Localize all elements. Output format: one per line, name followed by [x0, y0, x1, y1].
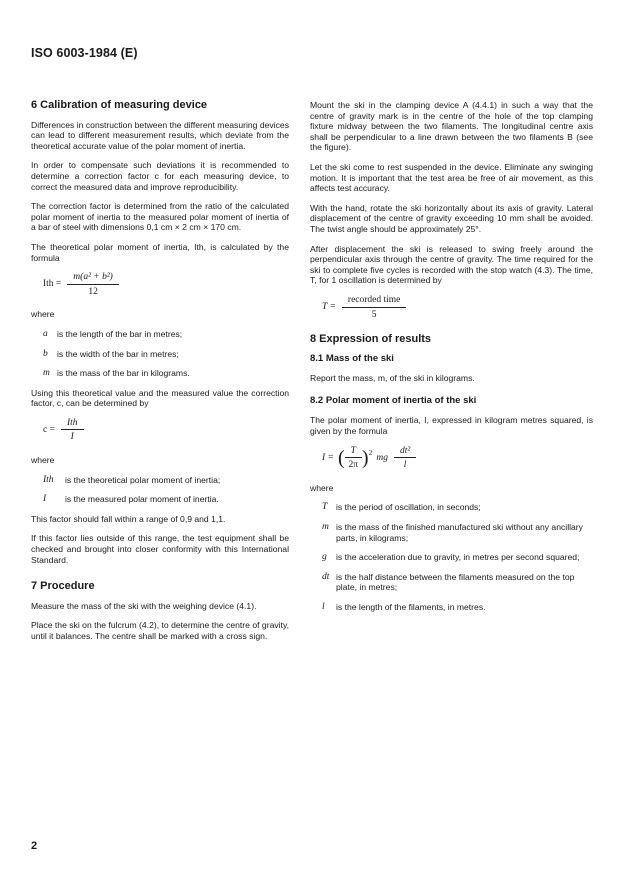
formula-fraction	[61, 418, 84, 443]
definition-text: is the mass of the bar in kilograms.	[57, 368, 190, 379]
paragraph: Using this theoretical value and the measured value the correction factor, c, can be determined by	[31, 387, 289, 409]
formula-denominator: l	[403, 460, 407, 471]
formula-c	[43, 418, 289, 443]
definition-item	[43, 475, 289, 486]
paragraph: Let the ski come to rest suspended in the device. Eliminate any swinging motion. It is important that the test area be free of air movement, as this affects test accuracy.	[310, 161, 593, 194]
subsection-8-1-heading: 8.1 Mass of the ski	[310, 352, 394, 364]
formula-fraction	[342, 295, 407, 320]
open-paren: (	[337, 447, 345, 470]
paragraph: If this factor lies outside of this range, the test equipment shall be checked and brought into closer conformity with this International Standard.	[31, 533, 289, 565]
definition-item	[322, 552, 593, 563]
formula-fraction	[345, 446, 362, 471]
symbol: I	[43, 494, 47, 505]
definition-item	[43, 494, 289, 505]
symbol: l	[322, 602, 325, 612]
symbol: a	[43, 328, 48, 339]
formula-numerator: Ith	[61, 418, 84, 431]
right-column	[310, 100, 593, 622]
formula-mg: mg	[376, 452, 388, 463]
definition-item	[322, 602, 593, 613]
definition-text: is the length of the filaments, in metres.	[336, 602, 486, 612]
paragraph: This factor should fall within a range of 0,9 and 1,1.	[31, 513, 226, 524]
exponent: 2	[368, 447, 373, 457]
definition-text: is the acceleration due to gravity, in metres per second squared;	[336, 552, 580, 563]
definition-text: is the length of the bar in metres;	[57, 328, 183, 339]
paragraph: In order to compensate such deviations it is recommended to determine a correction factor c for each measuring device, to correct the measured data and improve reproducibility.	[31, 160, 289, 192]
definition-text: is the half distance between the filaments measured on the top plate, in metres;	[336, 571, 575, 593]
definition-item	[322, 522, 593, 543]
formula-numerator: recorded time	[342, 295, 407, 308]
paragraph: The theoretical polar moment of inertia, Ith, is calculated by the formula	[31, 241, 289, 263]
definition-text: is the mass of the finished manufactured ski without any ancillary parts, in kilograms;	[336, 522, 583, 543]
formula-lhs: c =	[43, 425, 55, 436]
symbol: m	[43, 368, 50, 379]
left-column	[31, 100, 289, 651]
symbol: m	[322, 522, 329, 533]
symbol: b	[43, 348, 48, 359]
definition-item	[43, 349, 289, 360]
definition-text: is the measured polar moment of inertia.	[65, 494, 219, 505]
formula-t	[322, 295, 593, 320]
symbol: g	[322, 552, 327, 563]
paragraph: Mount the ski in the clamping device A (4.4.1) in such a way that the centre of gravity mark is in the centre of the hole of the top clamping fixture midway between the two filaments. The longitudinal centre axis shall be perpendicular to a line drawn between the two filaments B (see the figure).	[310, 100, 593, 153]
paragraph: After displacement the ski is released to swing freely around the perpendicular axis through the centre of gravity. The time required for the ski to complete five cycles is recorded with the stop watch (4.3). The time, T, for 1 oscillation is determined by	[310, 243, 593, 286]
paragraph: Report the mass, m, of the ski in kilograms.	[310, 373, 475, 384]
definition-text: is the period of oscillation, in seconds;	[336, 502, 481, 513]
section-8-heading: 8 Expression of results	[310, 333, 432, 346]
definition-text: is the width of the bar in metres;	[57, 348, 179, 359]
where-label: where	[31, 455, 55, 466]
definition-item	[322, 502, 593, 513]
paragraph: Measure the mass of the ski with the weighing device (4.1).	[31, 600, 257, 611]
definition-list	[31, 475, 289, 505]
definition-text: is the theoretical polar moment of inertia;	[65, 474, 221, 485]
symbol: dt	[322, 571, 330, 582]
page-number: 2	[31, 840, 38, 852]
paragraph: The polar moment of inertia, I, expressed in kilogram metres squared, is given by the formula	[310, 415, 593, 437]
paragraph: Place the ski on the fulcrum (4.2), to determine the centre of gravity, until it balances. The centre shall be marked with a cross sign.	[31, 620, 289, 641]
symbol: T	[322, 502, 328, 513]
paragraph: Differences in construction between the different measuring devices can lead to different measurement results, which deviate from the theoretical accurate value of the polar moment of inertia.	[31, 119, 289, 151]
paragraph: With the hand, rotate the ski horizontally about its axis of gravity. Lateral displacement of the centre of gravity exceeding 10 mm shall be avoided. The twist angle should be approximately 25°.	[310, 202, 593, 234]
formula-lhs: Ith =	[43, 279, 62, 290]
paragraph: The correction factor is determined from the ratio of the calculated polar moment of inertia to the measured polar moment of inertia of a bar of steel with dimensions 0,1 cm × 2 cm × 170 cm.	[31, 201, 289, 233]
formula-numerator: m(a² + b²)	[67, 272, 119, 285]
formula-numerator: dt²	[394, 446, 416, 459]
where-label: where	[310, 482, 334, 493]
formula-denominator: 5	[371, 309, 377, 320]
close-paren: )	[361, 447, 369, 470]
formula-fraction	[394, 446, 416, 471]
subsection-8-2-heading: 8.2 Polar moment of inertia of the ski	[310, 394, 477, 406]
section-6-heading: 6 Calibration of measuring device	[31, 99, 208, 111]
formula-denominator: 2π	[348, 460, 359, 471]
section-7-heading: 7 Procedure	[31, 580, 95, 593]
formula-ith	[43, 272, 289, 297]
formula-lhs: T =	[322, 302, 336, 313]
formula-denominator: I	[70, 432, 74, 443]
definition-list	[310, 502, 593, 612]
definition-list	[31, 329, 289, 379]
where-label: where	[31, 309, 55, 320]
document-header: ISO 6003-1984 (E)	[31, 46, 138, 60]
definition-item	[43, 329, 289, 340]
formula-numerator: T	[345, 446, 362, 459]
formula-denominator: 12	[88, 286, 98, 297]
symbol: Ith	[43, 474, 54, 485]
definition-item	[322, 572, 593, 593]
formula-lhs: I =	[322, 452, 334, 463]
definition-item	[43, 368, 289, 379]
formula-fraction	[67, 272, 119, 297]
formula-i	[322, 446, 593, 471]
